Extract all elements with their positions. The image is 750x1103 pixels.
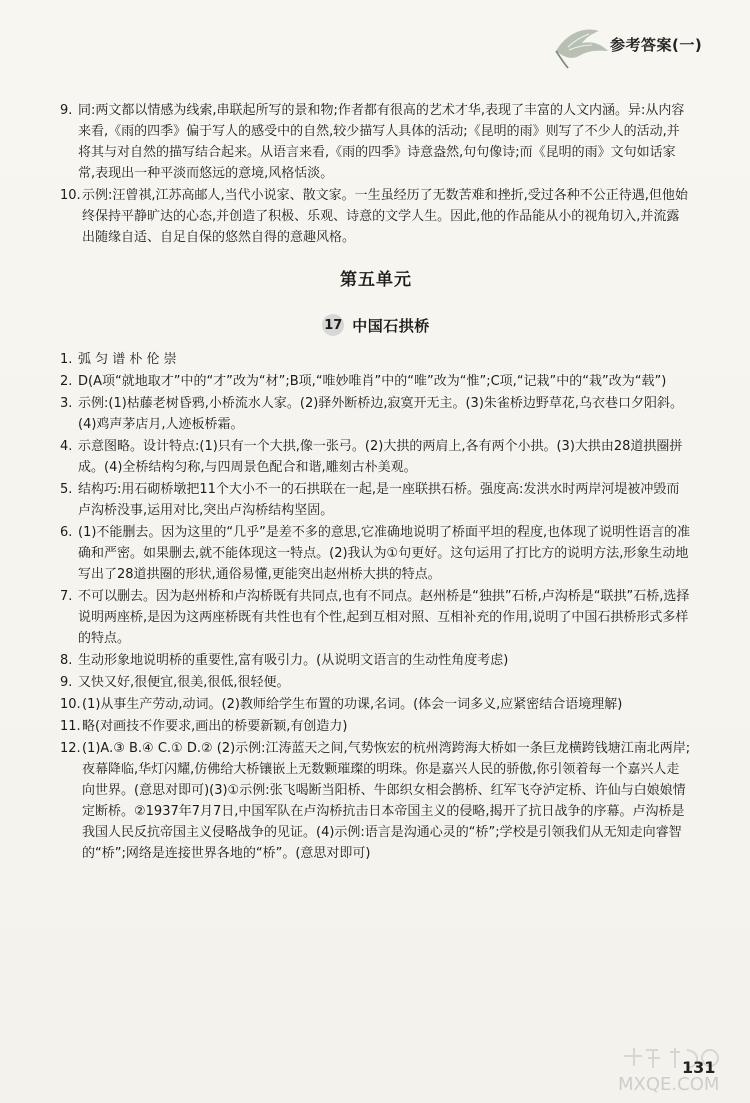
answer-text: (1)A.③ B.④ C.① D.② (2)示例:江涛蓝天之间,气势恢宏的杭州湾跨海大桥如一条巨龙横跨钱塘江南北两岸;夜幕降临,华灯闪耀,仿佛给大桥镶嵌上无数颗璀璨的明珠。你是嘉兴人民的骄傲,你引领着每一个嘉兴人走向世界。(意思对即可)(3)①示例:张飞喝断当阳桥、牛郎织女相会鹊桥、红军飞夺泸定桥、许仙与白娘娘情定断桥。②1937年7月7日,中国军队在卢沟桥抗击日本帝国主义的侵略,揭开了抗日战争的序幕。卢沟桥是我国人民反抗帝国主义侵略战争的见证。(4)示例:语言是沟通心灵的“桥”;学校是引领我们从无知走向睿智的“桥”;网络是连接世界各地的“桥”。(意思对即可) xyxy=(82,741,691,861)
header-title: 参考答案(一) xyxy=(610,36,703,54)
answer-text: 结构巧:用石砌桥墩把11个大小不一的石拱联在一起,是一座联拱石桥。强度高:发洪水时两岸河堤被冲毁而卢沟桥没事,运用对比,突出卢沟桥结构坚固。 xyxy=(78,482,680,518)
answer-number: 8. xyxy=(60,653,73,668)
answer-item-2 xyxy=(60,371,692,392)
answer-text: (1)不能删去。因为这里的“几乎”是差不多的意思,它准确地说明了桥面平坦的程度,也体现了说明性语言的准确和严密。如果删去,就不能体现这一特点。(2)我认为①句更好。这句运用了打比方的说明方法,形象生动地写出了28道拱圈的形状,通俗易懂,更能突出赵州桥大拱的特点。 xyxy=(78,525,691,582)
content-area xyxy=(60,100,692,865)
answer-item-3 xyxy=(60,393,692,435)
answer-text: 弧 匀 谱 朴 伦 崇 xyxy=(78,352,177,367)
answer-text: 又快又好,很便宜,很美,很低,很轻便。 xyxy=(78,675,290,690)
lesson-heading xyxy=(60,311,692,339)
answer-number: 5. xyxy=(60,482,73,497)
answer-item-9-lesson xyxy=(60,672,692,693)
answer-text: 不可以删去。因为赵州桥和卢沟桥既有共同点,也有不同点。赵州桥是“独拱”石桥,卢沟桥是“联拱”石桥,选择说明两座桥,是因为这两座桥既有共性也有个性,起到互相对照、互相补充的作用,说明了中国石拱桥形式多样的特点。 xyxy=(78,589,690,646)
answer-item-5 xyxy=(60,479,692,521)
answer-item-9 xyxy=(60,100,692,184)
lesson-title: 中国石拱桥 xyxy=(352,316,430,335)
answer-item-12 xyxy=(60,738,692,864)
answer-text: 同:两文都以情感为线索,串联起所写的景和物;作者都有很高的艺术才华,表现了丰富的人文内涵。异:从内容来看,《雨的四季》偏于写人的感受中的自然,较少描写人具体的活动;《昆明的雨》则写了不少人的活动,并将其与对自然的描写结合起来。从语言来看,《雨的四季》诗意盎然,句句像诗;而《昆明的雨》文句如话家常,表现出一种平淡而悠远的意境,风格恬淡。 xyxy=(78,103,685,181)
answer-number: 9. xyxy=(60,103,73,118)
answer-text: 示意图略。设计特点:(1)只有一个大拱,像一张弓。(2)大拱的两肩上,各有两个小拱。(3)大拱由28道拱圈拼成。(4)全桥结构匀称,与四周景色配合和谐,雕刻古朴美观。 xyxy=(78,439,683,475)
answer-text: 示例:汪曾祺,江苏高邮人,当代小说家、散文家。一生虽经历了无数苦难和挫折,受过各种不公正待遇,但他始终保持平静旷达的心态,并创造了积极、乐观、诗意的文学人生。因此,他的作品能从小的视角切入,并流露出随缘自适、自足自保的悠然自得的意趣风格。 xyxy=(82,188,688,245)
answer-number: 7. xyxy=(60,589,73,604)
answer-item-8 xyxy=(60,650,692,671)
answer-item-1 xyxy=(60,349,692,370)
answer-item-4 xyxy=(60,436,692,478)
ginkgo-leaf-icon xyxy=(548,16,618,76)
answer-number: 1. xyxy=(60,352,73,367)
unit-title: 第五单元 xyxy=(340,270,412,290)
answer-number: 10. xyxy=(60,697,81,712)
answer-text: D(A项“就地取才”中的“才”改为“材”;B项,“唯妙唯肖”中的“唯”改为“惟”;C项,“记栽”中的“栽”改为“载”) xyxy=(78,374,667,389)
answer-item-6 xyxy=(60,522,692,585)
answer-text: 示例:(1)枯藤老树昏鸦,小桥流水人家。(2)驿外断桥边,寂寞开无主。(3)朱雀桥边野草花,乌衣巷口夕阳斜。(4)鸡声茅店月,人迹板桥霜。 xyxy=(78,396,684,432)
answer-text: 生动形象地说明桥的重要性,富有吸引力。(从说明文语言的生动性角度考虑) xyxy=(78,653,509,668)
lesson-number-badge: 17 xyxy=(322,314,344,336)
answer-number: 2. xyxy=(60,374,73,389)
answer-number: 4. xyxy=(60,439,73,454)
answer-text: (1)从事生产劳动,动词。(2)教师给学生布置的功课,名词。(体会一词多义,应紧密结合语境理解) xyxy=(82,697,623,712)
answer-item-10 xyxy=(60,185,692,248)
answer-number: 11. xyxy=(60,719,81,734)
answer-number: 10. xyxy=(60,188,81,203)
answer-item-10-lesson xyxy=(60,694,692,715)
answer-text: 略(对画技不作要求,画出的桥要新颖,有创造力) xyxy=(82,719,348,734)
page-number: 131 xyxy=(682,1058,716,1077)
answer-number: 12. xyxy=(60,741,81,756)
answer-item-7 xyxy=(60,586,692,649)
watermark-logo-icon xyxy=(614,1040,734,1096)
watermark-text: MXQE.COM xyxy=(618,1074,720,1095)
answer-number: 9. xyxy=(60,675,73,690)
header-rule xyxy=(60,68,690,69)
answer-number: 6. xyxy=(60,525,73,540)
answer-item-11 xyxy=(60,716,692,737)
answer-number: 3. xyxy=(60,396,73,411)
